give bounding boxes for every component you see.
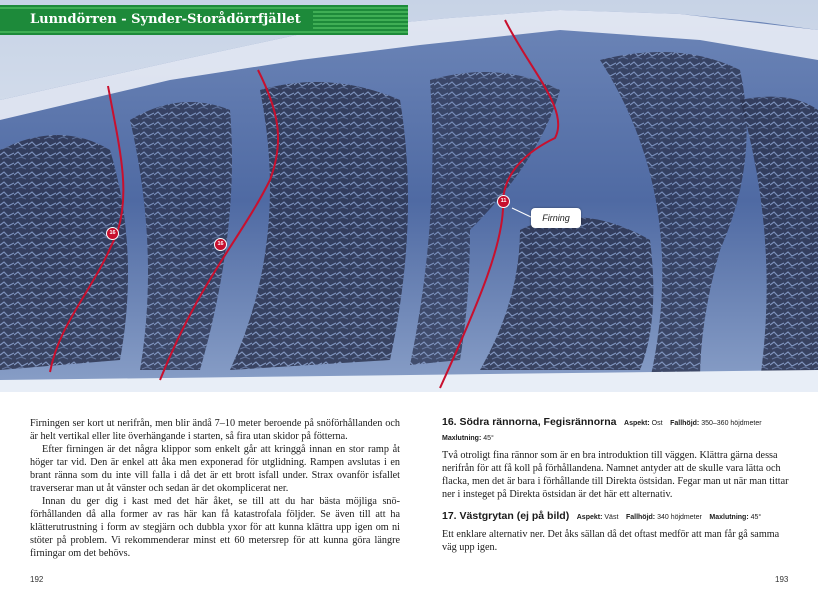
- route-header: [442, 415, 790, 446]
- route-meta: Fallhöjd: 340 höjdmeter: [625, 514, 702, 521]
- left-column: [30, 417, 400, 560]
- paragraph: Innan du ger dig i kast med det här åket, se till att du har bästa möjliga snö-förhållanden då alla former av ras här kan få katastrofala följder. Se även till att ha klätterutrustning i form av stegjärn och dubbla yxor för att kunna klättra upp igen om ni stöter på problem. Vi rekommenderar minst ett 60 metersrep för att kunna göra längre firningar om det behövs.: [30, 496, 400, 559]
- route-meta: Aspekt: Ost: [624, 420, 663, 427]
- route-meta: Aspekt: Väst: [576, 514, 619, 521]
- route-meta: Maxlutning: 45°: [442, 435, 494, 442]
- paragraph: Efter firningen är det några klippor som enkelt går att kringgå innan en stor ramp åt höger tar vid. Den är enkel att åka men exponerad för utglidning. Rampen avslutas i en brant ränna som du inte vill falla i då det är ett brott isfall under. Strax ovanför isfallet traverserar man ut åt vänster och sedan är det okomplicerat ner.: [30, 444, 400, 494]
- paragraph: Firningen ser kort ut nerifrån, men blir ändå 7–10 meter beroende på snöförhållanden och är helt vertikal eller lite överhängande i starten, så fira utan skidor på fötterna.: [30, 418, 400, 442]
- page-number-left: 192: [30, 575, 44, 584]
- page-title: Lunndörren - Synder-Storådörrfjället: [0, 9, 313, 31]
- firning-label: Firning: [531, 208, 581, 228]
- route-badge-11: 11: [497, 195, 510, 208]
- right-column: [442, 415, 790, 562]
- route-16: [442, 415, 790, 501]
- page-number-right: 193: [775, 575, 789, 584]
- route-meta: Fallhöjd: 350–360 höjdmeter: [670, 420, 762, 427]
- route-title: 17. Västgrytan (ej på bild): [442, 510, 570, 522]
- route-header: [442, 509, 790, 525]
- route-meta: Maxlutning: 45°: [709, 514, 762, 521]
- route-body: Ett enklare alternativ ner. Det åks sällan då det oftast medför att man får gå samma väg upp igen.: [442, 529, 780, 553]
- route-body: Två otroligt fina rännor som är en bra introduktion till väggen. Klättra gärna dessa nerifrån för att få koll på förhållandena. Namnet antyder att de skulle vara lätta och flacka, men det är bara i förhållande till Direkta östsidan. Fegar man ut när man tittar ner i insteget på Direkta östsidan är det här ett alternativ.: [442, 450, 789, 500]
- route-badge-16b: 16: [214, 238, 227, 251]
- route-17: [442, 509, 790, 554]
- route-title: 16. Södra rännorna, Fegisrännorna: [442, 416, 617, 428]
- route-badge-16a: 16: [106, 227, 119, 240]
